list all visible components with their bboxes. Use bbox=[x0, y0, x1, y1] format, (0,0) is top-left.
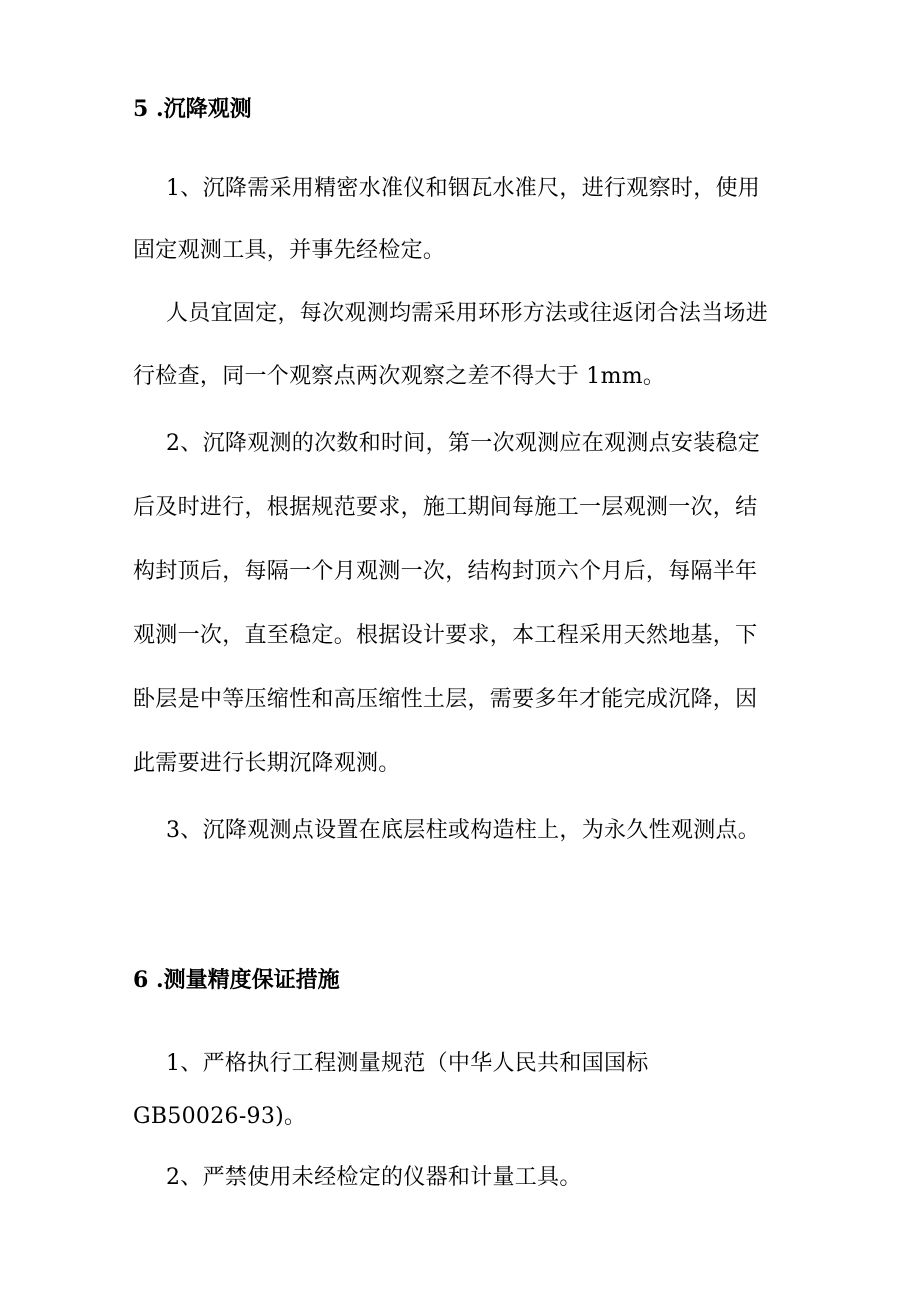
s5-p4-line-1: 3、沉降观测点设置在底层柱或构造柱上，为永久性观测点。 bbox=[166, 818, 761, 843]
s5-p3-line-6: 此需要进行长期沉降观测。 bbox=[133, 751, 401, 776]
s6-p1-line-2: GB50026-93)。 bbox=[133, 1104, 307, 1129]
s5-p1-line-2: 固定观测工具，并事先经检定。 bbox=[133, 238, 446, 263]
s5-p3-line-2: 后及时进行，根据规范要求，施工期间每施工一层观测一次，结 bbox=[133, 495, 758, 520]
s5-p3-line-3: 构封顶后，每隔一个月观测一次，结构封顶六个月后，每隔半年 bbox=[133, 559, 758, 584]
s6-p1-line-1: 1、严格执行工程测量规范（中华人民共和国国标 bbox=[166, 1051, 649, 1076]
section-5-heading: 5 .沉降观测 bbox=[133, 96, 252, 122]
s5-p2-line-1: 人员宜固定，每次观测均需采用环形方法或往返闭合法当场进 bbox=[166, 301, 769, 326]
s5-p3-line-4: 观测一次，直至稳定。根据设计要求，本工程采用天然地基，下 bbox=[133, 623, 758, 648]
s5-p2-line-2: 行检查，同一个观察点两次观察之差不得大于 1mm。 bbox=[133, 364, 666, 389]
s6-p2-line-1: 2、严禁使用未经检定的仪器和计量工具。 bbox=[166, 1165, 582, 1190]
s5-p3-line-5: 卧层是中等压缩性和高压缩性土层，需要多年才能完成沉降，因 bbox=[133, 687, 758, 712]
section-6-heading: 6 .测量精度保证措施 bbox=[133, 967, 340, 993]
s5-p3-line-1: 2、沉降观测的次数和时间，第一次观测应在观测点安装稳定 bbox=[166, 431, 761, 456]
s5-p1-line-1: 1、沉降需采用精密水准仪和铟瓦水准尺，进行观察时，使用 bbox=[166, 176, 761, 201]
